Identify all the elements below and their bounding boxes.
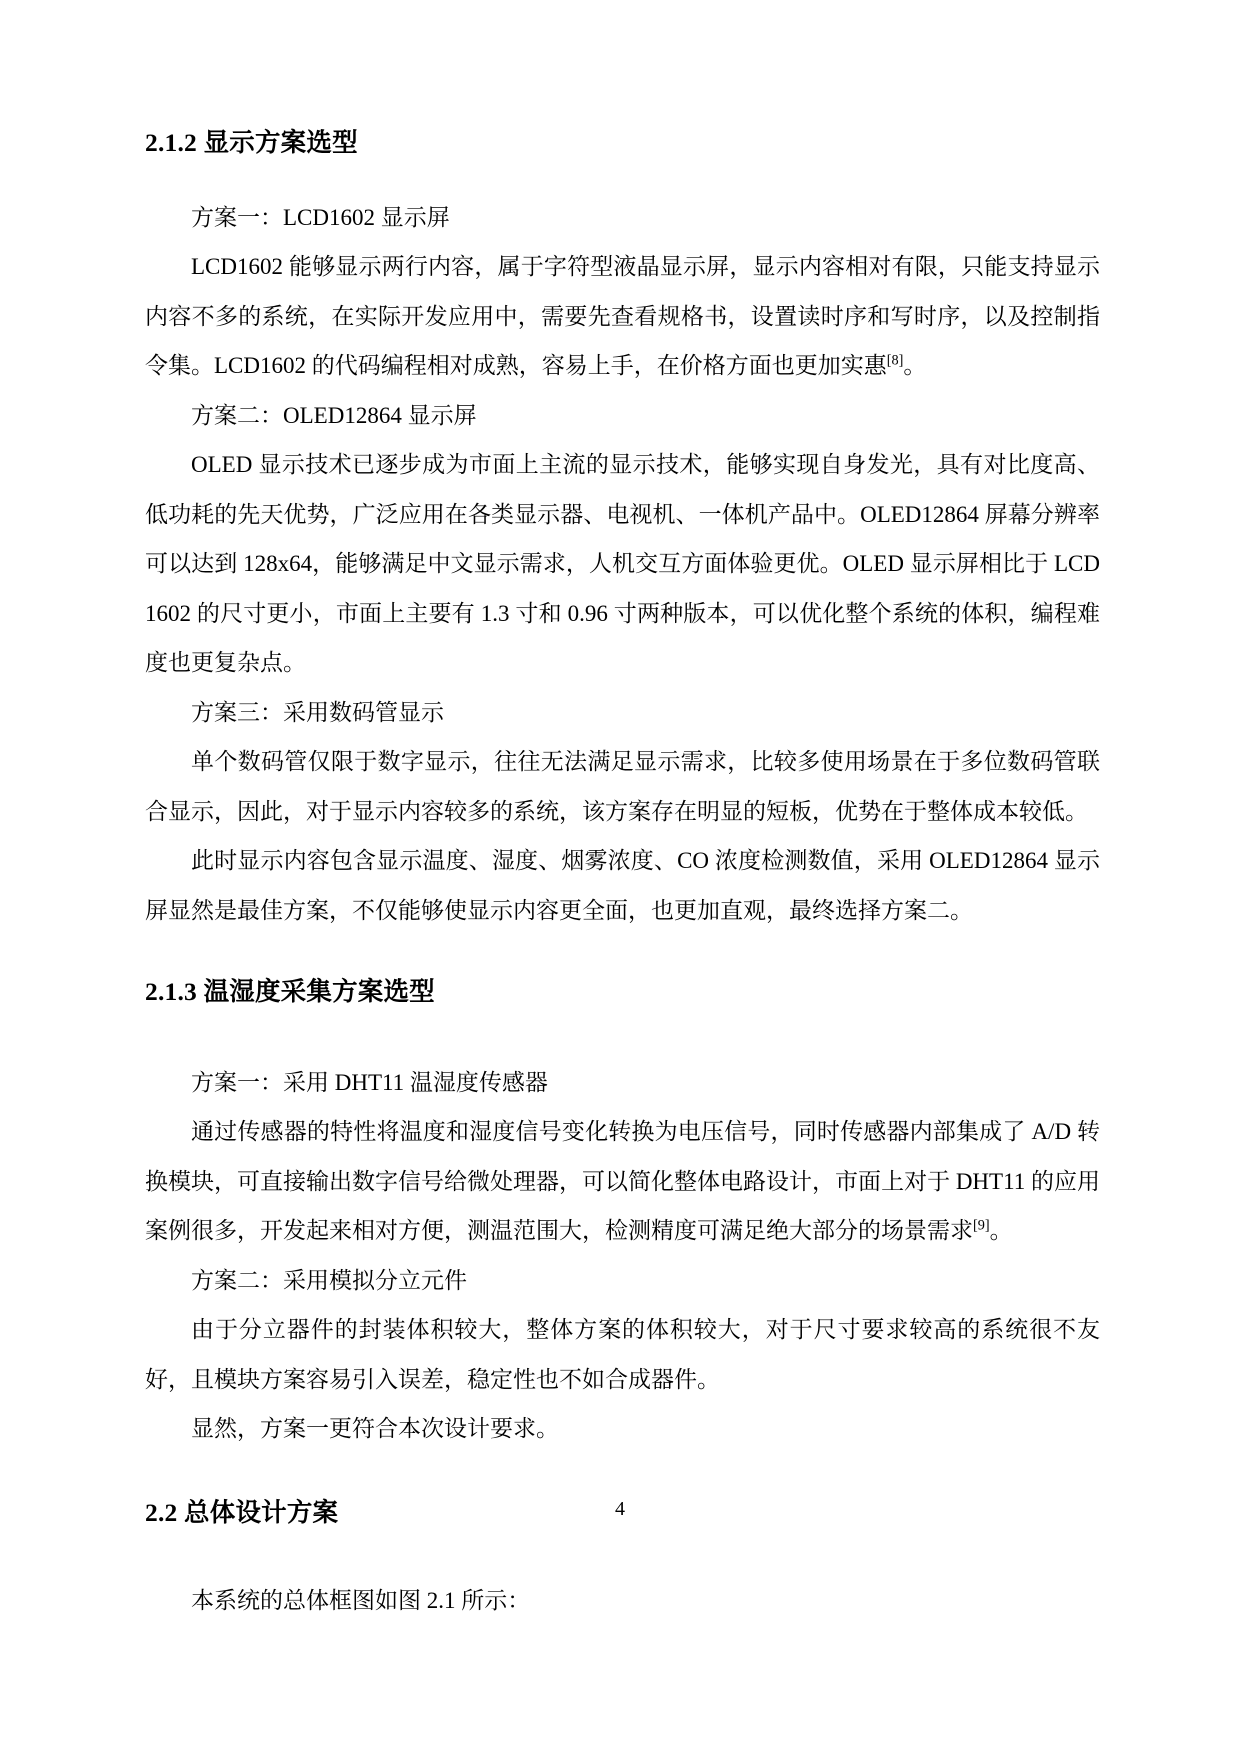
spacer bbox=[145, 1008, 1100, 1058]
spacer bbox=[145, 1454, 1100, 1498]
citation-marker-8: [8] bbox=[886, 352, 904, 369]
citation-9-tail: 。 bbox=[989, 1218, 1013, 1244]
paragraph-dht11-description bbox=[145, 1107, 1100, 1256]
page-content bbox=[145, 128, 1100, 1626]
heading-2-1-2: 2.1.2 显示方案选型 bbox=[145, 128, 358, 157]
paragraph-segment-description: 单个数码管仅限于数字显示，往往无法满足显示需求，比较多使用场景在于多位数码管联合显示，因此，对于显示内容较多的系统，该方案存在明显的短板，优势在于整体成本较低。 bbox=[145, 749, 1100, 824]
paragraph-scheme-three-segment: 方案三：采用数码管显示 bbox=[191, 699, 444, 725]
page-number: 4 bbox=[615, 1498, 625, 1520]
spacer bbox=[145, 1528, 1100, 1576]
spacer bbox=[145, 935, 1100, 977]
paragraph-overall-block-diagram-intro: 本系统的总体框图如图 2.1 所示： bbox=[191, 1588, 531, 1614]
paragraph-analog-description: 由于分立器件的封装体积较大，整体方案的体积较大，对于尺寸要求较高的系统很不友好，且模块方案容易引入误差，稳定性也不如合成器件。 bbox=[145, 1317, 1100, 1392]
paragraph-dht11-text: 通过传感器的特性将温度和湿度信号变化转换为电压信号，同时传感器内部集成了 A/D 转换模块，可直接输出数字信号给微处理器，可以简化整体电路设计，市面上对于 DHT11 的应用案例很多，开发起来相对方便，测温范围大，检测精度可满足绝大部分的场景需求 bbox=[145, 1119, 1100, 1244]
heading-2-2: 2.2 总体设计方案 bbox=[145, 1497, 339, 1527]
paragraph-scheme-one-lcd: 方案一：LCD1602 显示屏 bbox=[191, 204, 450, 230]
paragraph-scheme-two-oled: 方案二：OLED12864 显示屏 bbox=[191, 402, 477, 428]
paragraph-lcd1602-description bbox=[145, 242, 1100, 391]
paragraph-display-conclusion: 此时显示内容包含显示温度、湿度、烟雾浓度、CO 浓度检测数值，采用 OLED12864 显示屏显然是最佳方案，不仅能够使显示内容更全面，也更加直观，最终选择方案二。 bbox=[145, 848, 1100, 923]
citation-marker-9: [9] bbox=[973, 1217, 990, 1234]
paragraph-scheme-one-dht11: 方案一：采用 DHT11 温湿度传感器 bbox=[191, 1069, 548, 1095]
paragraph-scheme-two-analog: 方案二：采用模拟分立元件 bbox=[191, 1267, 467, 1293]
paragraph-lcd1602-text: LCD1602 能够显示两行内容，属于字符型液晶显示屏，显示内容相对有限，只能支持显示内容不多的系统，在实际开发应用中，需要先查看规格书，设置读时序和写时序，以及控制指令集。LCD1602 的代码编程相对成熟，容易上手，在价格方面也更加实惠 bbox=[145, 254, 1100, 379]
spacer bbox=[145, 159, 1100, 193]
paragraph-oled-description: OLED 显示技术已逐步成为市面上主流的显示技术，能够实现自身发光，具有对比度高、低功耗的先天优势，广泛应用在各类显示器、电视机、一体机产品中。OLED12864 屏幕分辨率可以达到 128x64，能够满足中文显示需求，人机交互方面体验更优。OLED 显示屏相比于 LCD1602 的尺寸更小，市面上主要有 1.3 寸和 0.96 寸两种版本，可以优化整个系统的体积，编程难度也更复杂点。 bbox=[145, 452, 1100, 676]
heading-2-1-3: 2.1.3 温湿度采集方案选型 bbox=[145, 977, 435, 1007]
paragraph-humidity-conclusion: 显然，方案一更符合本次设计要求。 bbox=[191, 1416, 559, 1442]
citation-8-tail: 。 bbox=[903, 353, 927, 379]
